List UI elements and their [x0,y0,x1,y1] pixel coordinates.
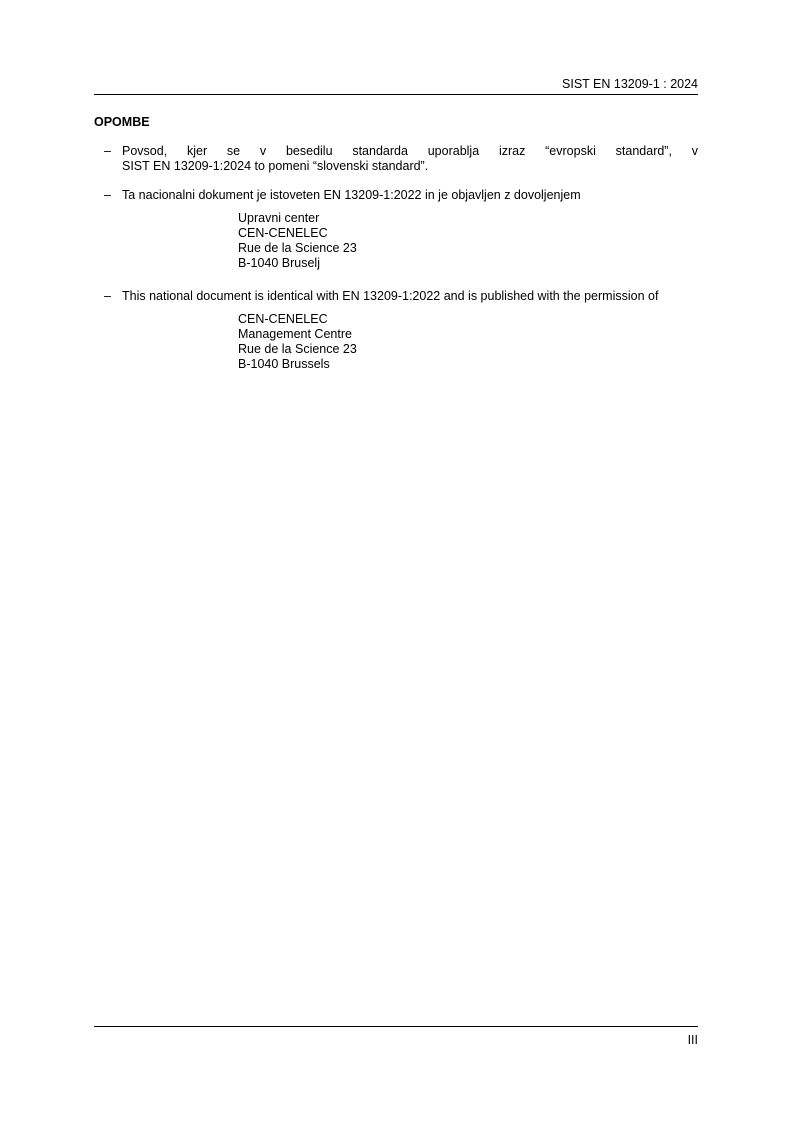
address-line: Management Centre [238,327,352,341]
address-block-si [238,211,357,271]
address-line: CEN-CENELEC [238,312,328,326]
note-line-2: SIST EN 13209-1:2024 to pomeni “slovenski standard”. [122,159,429,173]
section-heading: OPOMBE [94,115,150,129]
page-number: III [687,1033,698,1047]
address-line: B-1040 Bruselj [238,256,320,270]
footer-divider [94,1026,698,1027]
note-line: This national document is identical with EN 13209-1:2022 and is published with the permission of [122,289,659,303]
address-line: Upravni center [238,211,320,225]
header-divider [94,94,698,95]
running-header: SIST EN 13209-1 : 2024 [562,77,698,91]
address-line: Rue de la Science 23 [238,342,357,356]
list-dash: – [104,188,111,202]
note-item-2 [94,188,698,203]
list-dash: – [104,144,111,158]
list-dash: – [104,289,111,303]
note-item-1 [94,144,698,174]
address-line: B-1040 Brussels [238,357,330,371]
note-item-3 [94,289,698,304]
note-item-text [122,188,698,203]
note-line-1: Povsod, kjer se v besedilu standarda uporablja izraz “evropski standard”, v [122,144,698,158]
address-line: Rue de la Science 23 [238,241,357,255]
note-item-text [122,289,698,304]
note-line: Ta nacionalni dokument je istoveten EN 13209-1:2022 in je objavljen z dovoljenjem [122,188,581,202]
address-block-en [238,312,357,372]
note-item-text [122,144,698,174]
address-line: CEN-CENELEC [238,226,328,240]
